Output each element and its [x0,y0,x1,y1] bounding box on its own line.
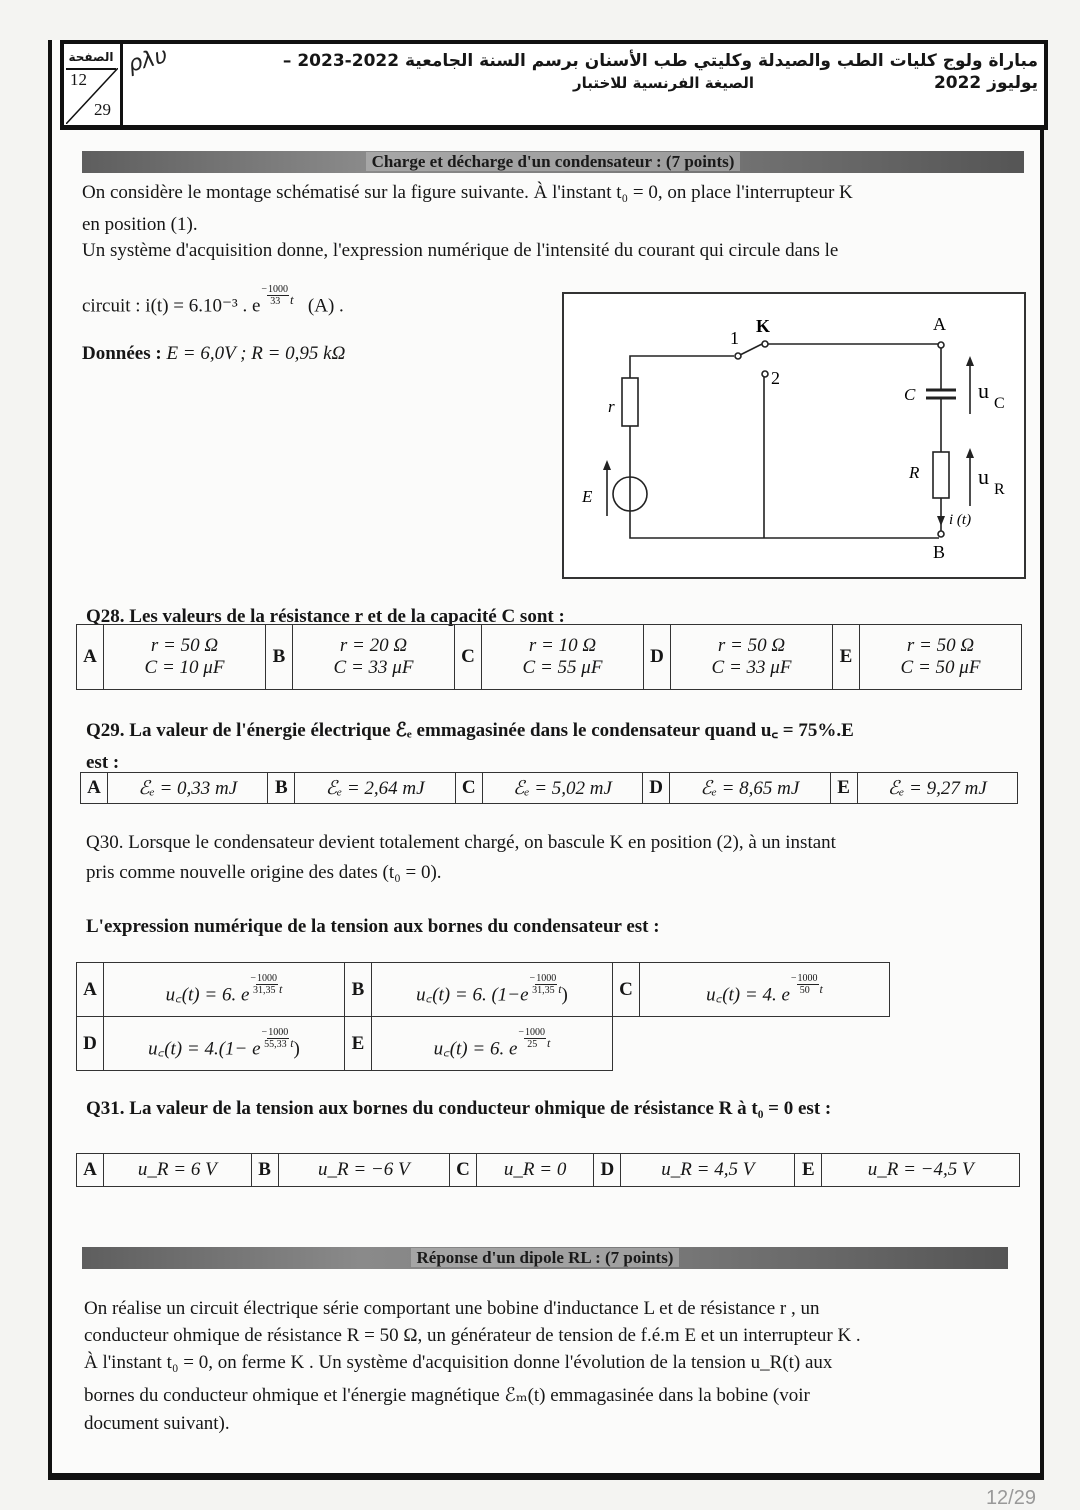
svg-text:A: A [933,314,946,334]
option-d-value[interactable]: u_R = 4,5 V [621,1154,795,1187]
current-expression: circuit : i(t) = 6.10⁻³ . e−1000 33 $^t$ (A) . [82,284,344,317]
option-a[interactable]: A [77,1154,104,1187]
section2-text: bornes du conducteur ohmique et l'énergie magnétique ℰₘ(t) emmagasinée dans la bobine (voir [84,1385,810,1406]
page-current: 12 [70,70,87,89]
option-b-value[interactable]: r = 20 Ω C = 33 μF [293,625,455,690]
question-q28: Q28. Les valeurs de la résistance r et de la capacité C sont : [86,606,565,627]
q29-options-table [80,772,1018,804]
option-b[interactable]: B [268,773,295,804]
svg-text:C: C [904,385,916,404]
option-e-value[interactable]: u꜀(t) = 6. e−1000 25 $^t$ [372,1017,613,1071]
exponent-fraction: −1000 33 [261,284,289,307]
option-d-value[interactable]: u꜀(t) = 4.(1− e−1000 55,33 $^t$) [104,1017,345,1071]
handwritten-mark: ρλυ [125,43,171,78]
question-q30: Q30. Lorsque le condensateur devient totalement chargé, on bascule K en position (2), à un instant [86,832,836,853]
option-c[interactable]: C [449,1154,476,1187]
option-d[interactable]: D [77,1017,104,1071]
option-d[interactable]: D [643,773,670,804]
q31-options-table [76,1153,1020,1187]
page-total: 29 [94,100,111,119]
option-a[interactable]: A [77,963,104,1017]
svg-text:R: R [994,481,1005,498]
exam-title: مباراة ولوج كليات الطب والصيدلة وكليتي طب الأسنان برسم السنة الجامعية 2022-2023 – يوليوز 2022 [282,51,1038,93]
option-e[interactable]: E [833,625,860,690]
exam-header [60,40,1048,130]
q28-options-table [76,624,1022,690]
section-title-bar [82,151,1024,173]
section2-text: À l'instant t₀ = 0, on ferme K . Un système d'acquisition donne l'évolution de la tension u_R(t) aux [84,1352,833,1373]
svg-text:i (t): i (t) [949,512,972,528]
given-data: Données : E = 6,0V ; R = 0,95 kΩ [82,343,346,364]
svg-text:u: u [978,464,989,489]
option-d[interactable]: D [594,1154,621,1187]
option-c[interactable]: C [455,773,482,804]
svg-text:K: K [756,316,771,336]
section2-text: On réalise un circuit électrique série comportant une bobine d'inductance L et de résistance r , un [84,1298,820,1319]
intro-text: Un système d'acquisition donne, l'expression numérique de l'intensité du courant qui circule dans le [82,240,839,261]
section-title: Réponse d'un dipole RL : (7 points) [411,1248,680,1267]
page-label: الصفحة [66,46,116,70]
option-c-value[interactable]: u_R = 0 [476,1154,593,1187]
option-d[interactable]: D [644,625,671,690]
page-number-box [64,44,123,126]
rc-circuit-schematic [564,294,1024,577]
option-a-value[interactable]: ℰₑ = 0,33 mJ [108,773,268,804]
svg-text:C: C [994,395,1005,412]
section-title-bar [82,1247,1008,1269]
option-a[interactable]: A [77,625,104,690]
svg-text:u: u [978,378,989,403]
question-q30-cont: pris comme nouvelle origine des dates (t₀ = 0). [86,862,442,883]
question-q29-cont: est : [86,752,120,773]
option-c-value[interactable]: u꜀(t) = 4. e−1000 50 $^t$ [640,963,890,1017]
svg-text:B: B [933,542,946,562]
option-e[interactable]: E [830,773,857,804]
intro-text: On considère le montage schématisé sur la figure suivante. À l'instant t₀ = 0, on place l'interrupteur K [82,182,853,203]
option-d-value[interactable]: ℰₑ = 8,65 mJ [670,773,830,804]
option-d-value[interactable]: r = 50 Ω C = 33 μF [671,625,833,690]
option-e[interactable]: E [795,1154,822,1187]
section-title: Charge et décharge d'un condensateur : (7 points) [366,152,741,171]
question-q31: Q31. La valeur de la tension aux bornes du conducteur ohmique de résistance R à t₀ = 0 est : [86,1098,832,1119]
option-e-value[interactable]: r = 50 Ω C = 50 μF [860,625,1022,690]
exam-subtitle: الصيغة الفرنسية للاختبار [572,74,754,92]
option-b-value[interactable]: u꜀(t) = 6. (1−e−1000 31,35 $^t$) [372,963,613,1017]
page-count: 12/29 [985,1487,1036,1509]
option-b-value[interactable]: u_R = −6 V [278,1154,449,1187]
section2-text: conducteur ohmique de résistance R = 50 Ω, un générateur de tension de f.é.m E et un interrupteur K . [84,1325,861,1346]
option-a-value[interactable]: u_R = 6 V [104,1154,252,1187]
option-e[interactable]: E [345,1017,372,1071]
empty-cell [613,1017,890,1071]
section2-text: document suivant). [84,1413,230,1434]
option-c[interactable]: C [455,625,482,690]
option-e-value[interactable]: u_R = −4,5 V [822,1154,1020,1187]
option-c-value[interactable]: ℰₑ = 5,02 mJ [482,773,642,804]
option-a-value[interactable]: r = 50 Ω C = 10 μF [104,625,266,690]
option-e-value[interactable]: ℰₑ = 9,27 mJ [857,773,1017,804]
svg-text:R: R [909,463,920,482]
option-a-value[interactable]: u꜀(t) = 6. e−1000 31,35 $^t$ [104,963,345,1017]
svg-text:2: 2 [771,368,780,388]
question-q29: Q29. La valeur de l'énergie électrique ℰₑ emmagasinée dans le condensateur quand u꜀ = 75%.E [86,720,854,741]
option-a[interactable]: A [81,773,108,804]
q30-prompt: L'expression numérique de la tension aux bornes du condensateur est : [86,916,660,937]
svg-text:E: E [582,487,593,506]
intro-text: en position (1). [82,214,198,235]
svg-text:r: r [608,397,615,416]
option-c[interactable]: C [613,963,640,1017]
option-b-value[interactable]: ℰₑ = 2,64 mJ [295,773,455,804]
svg-text:1: 1 [730,328,739,348]
option-b[interactable]: B [266,625,293,690]
option-c-value[interactable]: r = 10 Ω C = 55 μF [482,625,644,690]
q30-options-table [76,962,890,1071]
option-b[interactable]: B [345,963,372,1017]
circuit-diagram [562,292,1026,579]
option-b[interactable]: B [251,1154,278,1187]
